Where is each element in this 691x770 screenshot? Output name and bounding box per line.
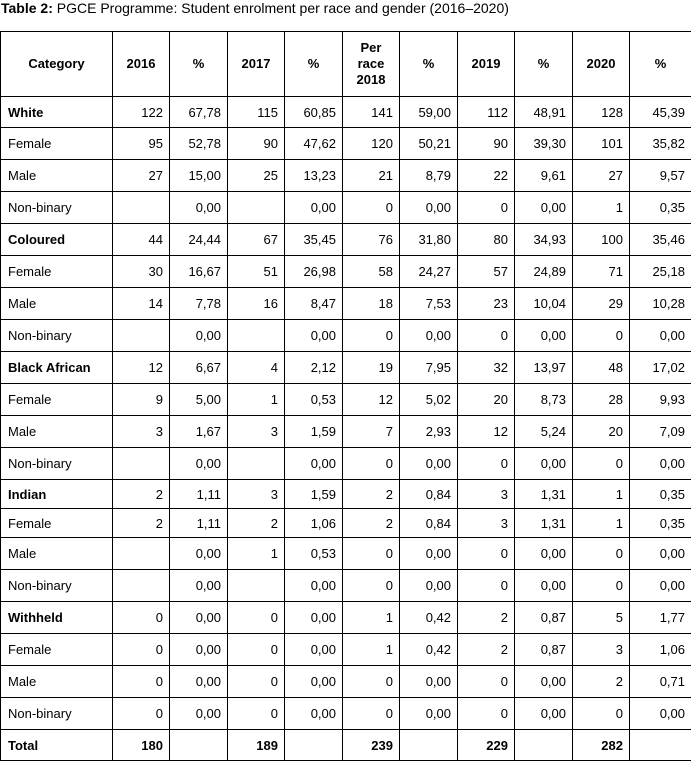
table-cell: 12 bbox=[458, 416, 515, 448]
table-cell: 0 bbox=[573, 448, 630, 480]
table-cell: 90 bbox=[458, 128, 515, 160]
row-label: Non-binary bbox=[1, 570, 113, 602]
table-cell: 0,00 bbox=[170, 666, 228, 698]
table-cell: 12 bbox=[343, 384, 400, 416]
row-label: Female bbox=[1, 384, 113, 416]
table-cell: 0,00 bbox=[630, 698, 691, 730]
table-row bbox=[1, 634, 691, 666]
table-cell: 19 bbox=[343, 352, 400, 384]
race-row bbox=[1, 602, 691, 634]
table-cell: 0,00 bbox=[285, 320, 343, 352]
table-cell: 0,00 bbox=[170, 634, 228, 666]
table-cell: 0 bbox=[228, 634, 285, 666]
table-cell: 27 bbox=[573, 160, 630, 192]
table-cell: 2 bbox=[458, 602, 515, 634]
table-cell: 0,00 bbox=[515, 666, 573, 698]
column-header: % bbox=[400, 32, 458, 97]
row-label: Withheld bbox=[1, 602, 113, 634]
table-cell: 14 bbox=[113, 288, 170, 320]
table-cell: 1 bbox=[228, 384, 285, 416]
row-label: Non-binary bbox=[1, 448, 113, 480]
table-cell: 0,00 bbox=[515, 448, 573, 480]
table-cell: 7 bbox=[343, 416, 400, 448]
table-cell: 60,85 bbox=[285, 97, 343, 128]
table-cell: 2 bbox=[113, 480, 170, 509]
table-cell: 0,00 bbox=[285, 666, 343, 698]
table-cell: 1,59 bbox=[285, 480, 343, 509]
table-cell: 24,44 bbox=[170, 224, 228, 256]
table-cell: 0,35 bbox=[630, 509, 691, 538]
table-cell: 1,06 bbox=[285, 509, 343, 538]
table-cell: 35,45 bbox=[285, 224, 343, 256]
table-row bbox=[1, 538, 691, 570]
column-header: % bbox=[630, 32, 691, 97]
table-cell: 239 bbox=[343, 730, 400, 761]
table-caption bbox=[1, 0, 509, 16]
table-caption-text: PGCE Programme: Student enrolment per race and gender (2016–2020) bbox=[52, 0, 509, 16]
table-cell: 1,11 bbox=[170, 509, 228, 538]
table-cell: 3 bbox=[458, 509, 515, 538]
table-row bbox=[1, 256, 691, 288]
table-row bbox=[1, 509, 691, 538]
table-cell: 34,93 bbox=[515, 224, 573, 256]
table-cell: 17,02 bbox=[630, 352, 691, 384]
table-cell: 0,00 bbox=[285, 192, 343, 224]
table-row bbox=[1, 384, 691, 416]
table-cell: 0,00 bbox=[400, 538, 458, 570]
table-cell: 1,59 bbox=[285, 416, 343, 448]
row-label: Male bbox=[1, 160, 113, 192]
column-header: % bbox=[285, 32, 343, 97]
table-cell: 12 bbox=[113, 352, 170, 384]
row-label: Male bbox=[1, 288, 113, 320]
table-cell: 0,53 bbox=[285, 384, 343, 416]
table-cell: 29 bbox=[573, 288, 630, 320]
table-cell: 0,00 bbox=[170, 698, 228, 730]
table-cell: 8,73 bbox=[515, 384, 573, 416]
table-cell: 0 bbox=[343, 320, 400, 352]
table-cell: 0,35 bbox=[630, 480, 691, 509]
table-cell: 189 bbox=[228, 730, 285, 761]
row-label: Total bbox=[1, 730, 113, 761]
table-cell: 0 bbox=[458, 448, 515, 480]
table-cell: 141 bbox=[343, 97, 400, 128]
race-row bbox=[1, 97, 691, 128]
table-cell: 0 bbox=[113, 634, 170, 666]
table-cell: 30 bbox=[113, 256, 170, 288]
table-cell: 0,00 bbox=[285, 570, 343, 602]
table-cell: 18 bbox=[343, 288, 400, 320]
table-cell: 229 bbox=[458, 730, 515, 761]
table-cell: 0 bbox=[343, 666, 400, 698]
table-cell: 1 bbox=[573, 480, 630, 509]
column-header: 2019 bbox=[458, 32, 515, 97]
table-cell: 8,47 bbox=[285, 288, 343, 320]
table-cell: 0,00 bbox=[400, 570, 458, 602]
table-cell: 25 bbox=[228, 160, 285, 192]
row-label: Male bbox=[1, 666, 113, 698]
row-label: Non-binary bbox=[1, 192, 113, 224]
table-cell: 0 bbox=[343, 448, 400, 480]
row-label: Female bbox=[1, 128, 113, 160]
table-cell: 1,31 bbox=[515, 480, 573, 509]
table-cell: 1,67 bbox=[170, 416, 228, 448]
table-row bbox=[1, 698, 691, 730]
row-label: Female bbox=[1, 509, 113, 538]
table-cell: 0,00 bbox=[170, 448, 228, 480]
table-cell: 13,97 bbox=[515, 352, 573, 384]
table-cell: 0,84 bbox=[400, 509, 458, 538]
total-row bbox=[1, 730, 691, 761]
table-cell: 2 bbox=[343, 509, 400, 538]
table-cell: 50,21 bbox=[400, 128, 458, 160]
table-cell: 67 bbox=[228, 224, 285, 256]
table-cell bbox=[113, 320, 170, 352]
table-cell: 0 bbox=[343, 538, 400, 570]
table-row bbox=[1, 288, 691, 320]
table-cell: 0,00 bbox=[630, 320, 691, 352]
column-header-category: Category bbox=[1, 32, 113, 97]
table-cell: 9,61 bbox=[515, 160, 573, 192]
table-cell: 0,00 bbox=[285, 634, 343, 666]
table-cell: 1 bbox=[343, 634, 400, 666]
table-cell: 1,77 bbox=[630, 602, 691, 634]
table-cell: 0 bbox=[458, 666, 515, 698]
table-cell: 16 bbox=[228, 288, 285, 320]
row-label: Coloured bbox=[1, 224, 113, 256]
table-cell bbox=[228, 570, 285, 602]
table-cell: 0 bbox=[113, 698, 170, 730]
table-cell: 52,78 bbox=[170, 128, 228, 160]
table-cell: 0 bbox=[458, 570, 515, 602]
table-cell: 57 bbox=[458, 256, 515, 288]
table-cell bbox=[515, 730, 573, 761]
table-cell: 0,87 bbox=[515, 602, 573, 634]
table-cell: 10,04 bbox=[515, 288, 573, 320]
table-cell: 100 bbox=[573, 224, 630, 256]
table-cell: 0,71 bbox=[630, 666, 691, 698]
table-cell: 0,42 bbox=[400, 602, 458, 634]
table-cell: 112 bbox=[458, 97, 515, 128]
table-cell: 24,89 bbox=[515, 256, 573, 288]
table-cell: 1 bbox=[343, 602, 400, 634]
header-row bbox=[1, 32, 691, 97]
row-label: Female bbox=[1, 256, 113, 288]
table-cell bbox=[630, 730, 691, 761]
table-cell bbox=[113, 192, 170, 224]
table-cell: 0,00 bbox=[170, 602, 228, 634]
table-cell: 0 bbox=[113, 666, 170, 698]
table-cell: 26,98 bbox=[285, 256, 343, 288]
table-cell: 0 bbox=[573, 570, 630, 602]
table-cell: 115 bbox=[228, 97, 285, 128]
table-cell: 47,62 bbox=[285, 128, 343, 160]
table-cell: 9,57 bbox=[630, 160, 691, 192]
table-cell: 0,00 bbox=[170, 570, 228, 602]
table-cell: 4 bbox=[228, 352, 285, 384]
table-cell: 0,00 bbox=[400, 320, 458, 352]
table-cell: 16,67 bbox=[170, 256, 228, 288]
table-cell: 67,78 bbox=[170, 97, 228, 128]
table-cell: 180 bbox=[113, 730, 170, 761]
table-cell: 0,00 bbox=[515, 570, 573, 602]
table-cell: 24,27 bbox=[400, 256, 458, 288]
table-cell: 32 bbox=[458, 352, 515, 384]
table-cell: 5,24 bbox=[515, 416, 573, 448]
table-cell: 3 bbox=[113, 416, 170, 448]
table-cell: 2 bbox=[228, 509, 285, 538]
table-cell: 9,93 bbox=[630, 384, 691, 416]
table-cell: 7,09 bbox=[630, 416, 691, 448]
table-cell: 48,91 bbox=[515, 97, 573, 128]
table-row bbox=[1, 128, 691, 160]
race-row bbox=[1, 352, 691, 384]
row-label: Male bbox=[1, 416, 113, 448]
column-header: 2017 bbox=[228, 32, 285, 97]
table-cell: 31,80 bbox=[400, 224, 458, 256]
column-header: 2016 bbox=[113, 32, 170, 97]
table-cell: 0 bbox=[573, 320, 630, 352]
table-cell: 1,31 bbox=[515, 509, 573, 538]
table-cell: 7,53 bbox=[400, 288, 458, 320]
table-cell: 1,06 bbox=[630, 634, 691, 666]
table-row bbox=[1, 448, 691, 480]
table-cell bbox=[170, 730, 228, 761]
table-cell bbox=[113, 570, 170, 602]
table-cell bbox=[285, 730, 343, 761]
table-cell: 23 bbox=[458, 288, 515, 320]
table-cell bbox=[400, 730, 458, 761]
table-cell: 2,93 bbox=[400, 416, 458, 448]
table-cell: 25,18 bbox=[630, 256, 691, 288]
table-cell: 0 bbox=[343, 570, 400, 602]
table-cell: 0,00 bbox=[400, 666, 458, 698]
table-cell: 3 bbox=[458, 480, 515, 509]
table-cell: 0,35 bbox=[630, 192, 691, 224]
table-cell: 0,00 bbox=[515, 698, 573, 730]
row-label: Indian bbox=[1, 480, 113, 509]
row-label: Non-binary bbox=[1, 320, 113, 352]
table-cell: 0,87 bbox=[515, 634, 573, 666]
table-cell: 3 bbox=[228, 480, 285, 509]
table-cell: 0,00 bbox=[630, 538, 691, 570]
table-cell: 1 bbox=[573, 192, 630, 224]
column-header: Per race 2018 bbox=[343, 32, 400, 97]
table-cell: 0,00 bbox=[170, 538, 228, 570]
table-cell: 7,78 bbox=[170, 288, 228, 320]
table-cell bbox=[228, 320, 285, 352]
table-cell: 51 bbox=[228, 256, 285, 288]
table-cell: 58 bbox=[343, 256, 400, 288]
table-cell bbox=[228, 448, 285, 480]
table-cell: 71 bbox=[573, 256, 630, 288]
table-cell: 0,00 bbox=[170, 320, 228, 352]
table-cell: 282 bbox=[573, 730, 630, 761]
table-cell: 122 bbox=[113, 97, 170, 128]
table-cell: 44 bbox=[113, 224, 170, 256]
row-label: White bbox=[1, 97, 113, 128]
table-cell: 0 bbox=[458, 192, 515, 224]
table-cell: 39,30 bbox=[515, 128, 573, 160]
row-label: Black African bbox=[1, 352, 113, 384]
table-cell: 48 bbox=[573, 352, 630, 384]
table-cell: 2 bbox=[113, 509, 170, 538]
table-cell: 1 bbox=[228, 538, 285, 570]
enrolment-table bbox=[0, 31, 691, 761]
table-cell: 0 bbox=[343, 192, 400, 224]
table-cell: 0,53 bbox=[285, 538, 343, 570]
table-cell: 15,00 bbox=[170, 160, 228, 192]
table-cell: 3 bbox=[228, 416, 285, 448]
table-cell: 35,82 bbox=[630, 128, 691, 160]
table-cell: 0,00 bbox=[630, 448, 691, 480]
table-cell: 0 bbox=[458, 538, 515, 570]
table-cell: 7,95 bbox=[400, 352, 458, 384]
table-cell: 2 bbox=[573, 666, 630, 698]
table-cell: 10,28 bbox=[630, 288, 691, 320]
table-cell: 120 bbox=[343, 128, 400, 160]
table-row bbox=[1, 666, 691, 698]
table-cell bbox=[228, 192, 285, 224]
table-cell: 6,67 bbox=[170, 352, 228, 384]
table-cell: 128 bbox=[573, 97, 630, 128]
row-label: Male bbox=[1, 538, 113, 570]
race-row bbox=[1, 224, 691, 256]
table-body bbox=[1, 97, 691, 761]
race-row bbox=[1, 480, 691, 509]
table-cell: 0,84 bbox=[400, 480, 458, 509]
table-row bbox=[1, 320, 691, 352]
table-cell: 3 bbox=[573, 634, 630, 666]
table-cell: 45,39 bbox=[630, 97, 691, 128]
table-row bbox=[1, 160, 691, 192]
table-cell: 22 bbox=[458, 160, 515, 192]
table-cell: 0,00 bbox=[515, 320, 573, 352]
table-row bbox=[1, 192, 691, 224]
table-cell bbox=[113, 448, 170, 480]
table-cell: 5,00 bbox=[170, 384, 228, 416]
table-cell: 8,79 bbox=[400, 160, 458, 192]
table-cell: 0 bbox=[228, 666, 285, 698]
table-cell: 95 bbox=[113, 128, 170, 160]
table-cell: 2,12 bbox=[285, 352, 343, 384]
table-cell: 0,42 bbox=[400, 634, 458, 666]
table-cell: 13,23 bbox=[285, 160, 343, 192]
table-cell: 35,46 bbox=[630, 224, 691, 256]
table-cell: 0,00 bbox=[400, 192, 458, 224]
table-cell: 21 bbox=[343, 160, 400, 192]
table-cell: 1,11 bbox=[170, 480, 228, 509]
table-cell: 0,00 bbox=[285, 602, 343, 634]
table-cell: 0 bbox=[343, 698, 400, 730]
table-cell: 5 bbox=[573, 602, 630, 634]
table-cell: 20 bbox=[458, 384, 515, 416]
table-cell: 0,00 bbox=[400, 698, 458, 730]
table-cell: 27 bbox=[113, 160, 170, 192]
column-header: 2020 bbox=[573, 32, 630, 97]
table-cell: 0,00 bbox=[400, 448, 458, 480]
table-cell: 9 bbox=[113, 384, 170, 416]
table-cell: 0 bbox=[458, 320, 515, 352]
table-cell: 0 bbox=[573, 698, 630, 730]
table-cell: 0,00 bbox=[515, 538, 573, 570]
table-cell: 0 bbox=[458, 698, 515, 730]
table-cell: 2 bbox=[343, 480, 400, 509]
table-cell: 0,00 bbox=[285, 698, 343, 730]
table-cell: 0 bbox=[113, 602, 170, 634]
row-label: Non-binary bbox=[1, 698, 113, 730]
table-cell: 0,00 bbox=[630, 570, 691, 602]
table-cell: 80 bbox=[458, 224, 515, 256]
column-header: % bbox=[170, 32, 228, 97]
table-cell: 0 bbox=[573, 538, 630, 570]
row-label: Female bbox=[1, 634, 113, 666]
table-cell: 2 bbox=[458, 634, 515, 666]
table-cell: 0,00 bbox=[170, 192, 228, 224]
table-cell: 0,00 bbox=[515, 192, 573, 224]
column-header: % bbox=[515, 32, 573, 97]
table-cell: 28 bbox=[573, 384, 630, 416]
table-row bbox=[1, 570, 691, 602]
table-cell bbox=[113, 538, 170, 570]
table-cell: 0 bbox=[228, 698, 285, 730]
table-cell: 101 bbox=[573, 128, 630, 160]
table-cell: 1 bbox=[573, 509, 630, 538]
table-caption-label: Table 2: bbox=[1, 0, 53, 16]
table-cell: 0,00 bbox=[285, 448, 343, 480]
table-cell: 90 bbox=[228, 128, 285, 160]
table-cell: 76 bbox=[343, 224, 400, 256]
table-cell: 5,02 bbox=[400, 384, 458, 416]
table-cell: 20 bbox=[573, 416, 630, 448]
table-cell: 0 bbox=[228, 602, 285, 634]
table-cell: 59,00 bbox=[400, 97, 458, 128]
table-row bbox=[1, 416, 691, 448]
